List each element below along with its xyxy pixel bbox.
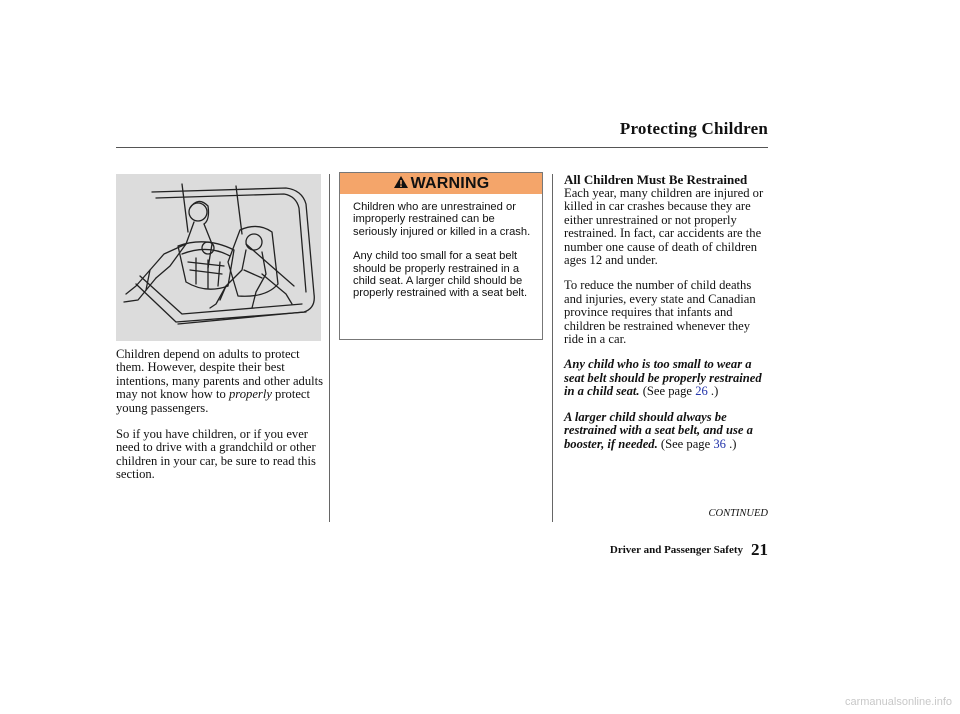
see-page-text-1: (See page	[639, 384, 696, 399]
intro-paragraph	[116, 348, 326, 415]
warning-banner	[340, 173, 542, 194]
read-section-paragraph: So if you have children, or if you ever need to drive with a grandchild or other children in your car, be sure to read this section.	[116, 427, 316, 482]
child-seat-statement: Any child who is too small to wear a seat belt should be properly restrained in a child seat.	[564, 357, 762, 399]
warning-paragraph-1: Children who are unrestrained or improperly restrained can be seriously injured or killed in a crash.	[353, 201, 531, 238]
header-rule	[116, 147, 768, 148]
column-divider-left	[329, 174, 330, 522]
watermark: carmanualsonline.info	[844, 696, 952, 708]
intro-text-end: protect young passengers.	[116, 387, 311, 415]
warning-box	[339, 172, 543, 340]
page-link-36[interactable]: 36	[713, 436, 726, 451]
page-number: 21	[751, 540, 768, 559]
warning-triangle-icon	[393, 175, 409, 189]
section-heading: All Children Must Be Restrained	[564, 172, 748, 187]
page-link-26[interactable]: 26	[695, 384, 708, 399]
restraint-column	[564, 173, 770, 451]
law-paragraph: To reduce the number of child deaths and injuries, every state and Canadian province requires that infants and children be restrained whenever they ride in a car.	[564, 278, 756, 347]
see-page-end-1: .)	[707, 384, 719, 399]
page-footer	[560, 540, 768, 560]
column-divider-right	[552, 174, 553, 522]
page-title: Protecting Children	[619, 119, 768, 138]
seat-belt-statement: A larger child should always be restrained with a seat belt, and use a booster, if needed.	[564, 409, 753, 451]
see-page-end-2: .)	[725, 436, 737, 451]
statistics-paragraph: Each year, many children are injured or killed in car crashes because they are either unrestrained or not properly restrained. In fact, car accidents are the number one cause of death of children ages 12 and under.	[564, 186, 764, 268]
see-page-text-2: (See page	[657, 436, 714, 451]
seat-belt-paragraph	[564, 411, 770, 451]
intro-column	[116, 348, 326, 482]
warning-paragraph-2: Any child too small for a seat belt should be properly restrained in a child seat. A larger child should be properly restrained with a seat belt.	[353, 250, 528, 300]
child-seat-illustration	[116, 174, 321, 341]
child-seat-paragraph	[564, 358, 770, 398]
intro-emphasis: properly	[229, 387, 272, 402]
continued-label: CONTINUED	[708, 508, 768, 519]
footer-section: Driver and Passenger Safety	[609, 544, 743, 556]
warning-body	[353, 201, 533, 300]
child-seat-drawing	[116, 174, 321, 341]
intro-text-start: Children depend on adults to protect them. However, despite their best intentions, many parents and other adults may not know how to	[116, 347, 324, 402]
warning-label: WARNING	[410, 175, 490, 192]
